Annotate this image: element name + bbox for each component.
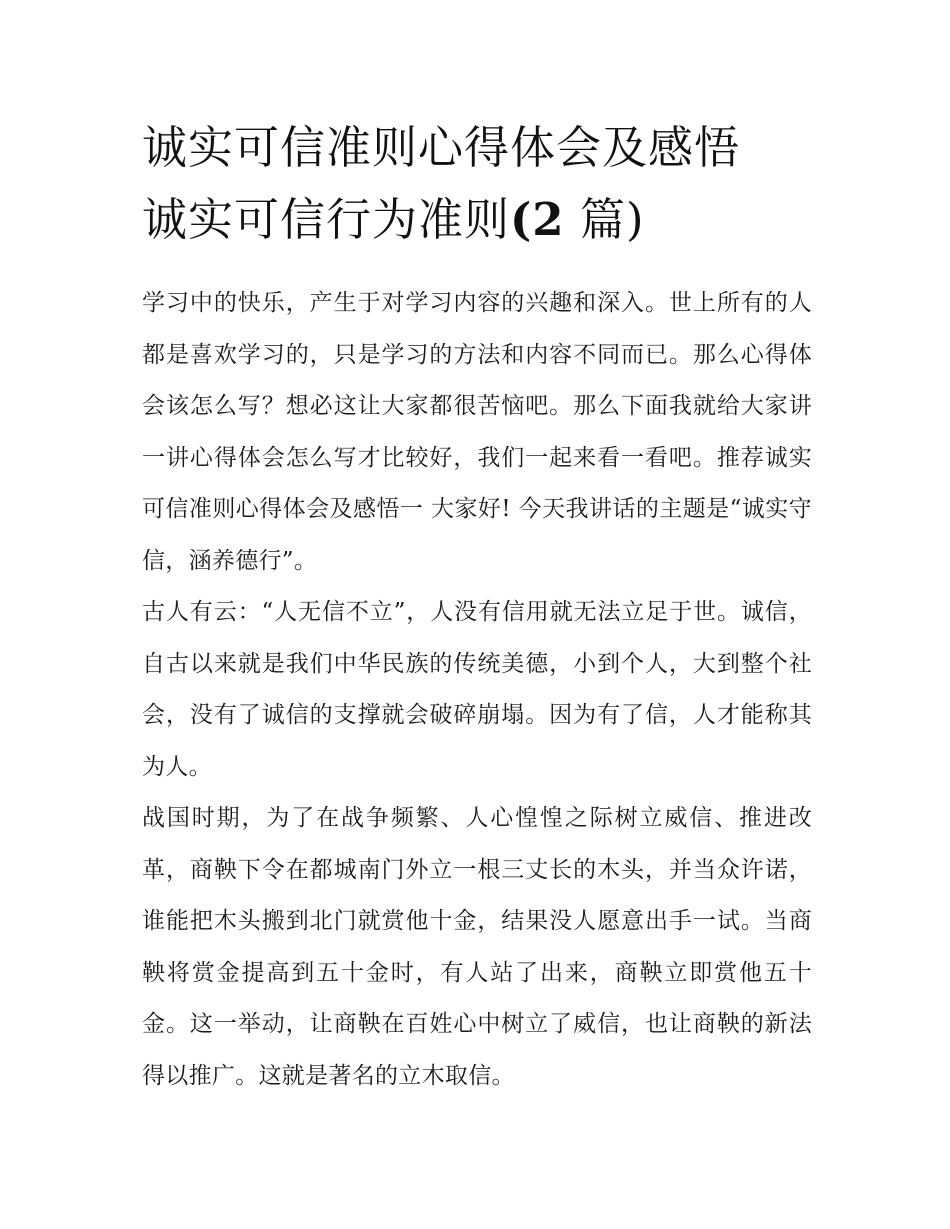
paragraph-shang-yang: 战国时期，为了在战争频繁、人心惶惶之际树立威信、推进改革，商鞅下令在都城南门外立一根三丈长的木头，并当众许诺，谁能把木头搬到北门就赏他十金，结果没人愿意出手一试。当商鞅将赏金提高到五十金时，有人站了出来，商鞅立即赏他五十金。这一举动，让商鞅在百姓心中树立了威信，也让商鞅的新法得以推广。这就是著名的立木取信。 bbox=[142, 805, 812, 1089]
title-line-2-end: 篇) bbox=[579, 193, 645, 246]
document-title bbox=[142, 112, 812, 256]
document-body bbox=[142, 278, 812, 1102]
title-line-2-count: (2 bbox=[510, 193, 565, 246]
title-line-2-main: 诚实可信行为准则 bbox=[142, 193, 511, 246]
title-line-1: 诚实可信准则心得体会及感悟 bbox=[142, 121, 741, 174]
title-line-2 bbox=[142, 184, 812, 256]
document-page bbox=[142, 112, 812, 1102]
paragraph-intro: 学习中的快乐，产生于对学习内容的兴趣和深入。世上所有的人都是喜欢学习的，只是学习的方法和内容不同而已。那么心得体会该怎么写？想必这让大家都很苦恼吧。那么下面我就给大家讲一讲心得体会怎么写才比较好，我们一起来看一看吧。推荐诚实可信准则心得体会及感悟一 大家好! 今天我讲话的主题是“诚实守信，涵养德行”。 bbox=[142, 290, 812, 574]
paragraph-ancient-saying: 古人有云：“人无信不立”，人没有信用就无法立足于世。诚信，自古以来就是我们中华民族的传统美德，小到个人，大到整个社会，没有了诚信的支撑就会破碎崩塌。因为有了信，人才能称其为人。 bbox=[142, 599, 812, 780]
